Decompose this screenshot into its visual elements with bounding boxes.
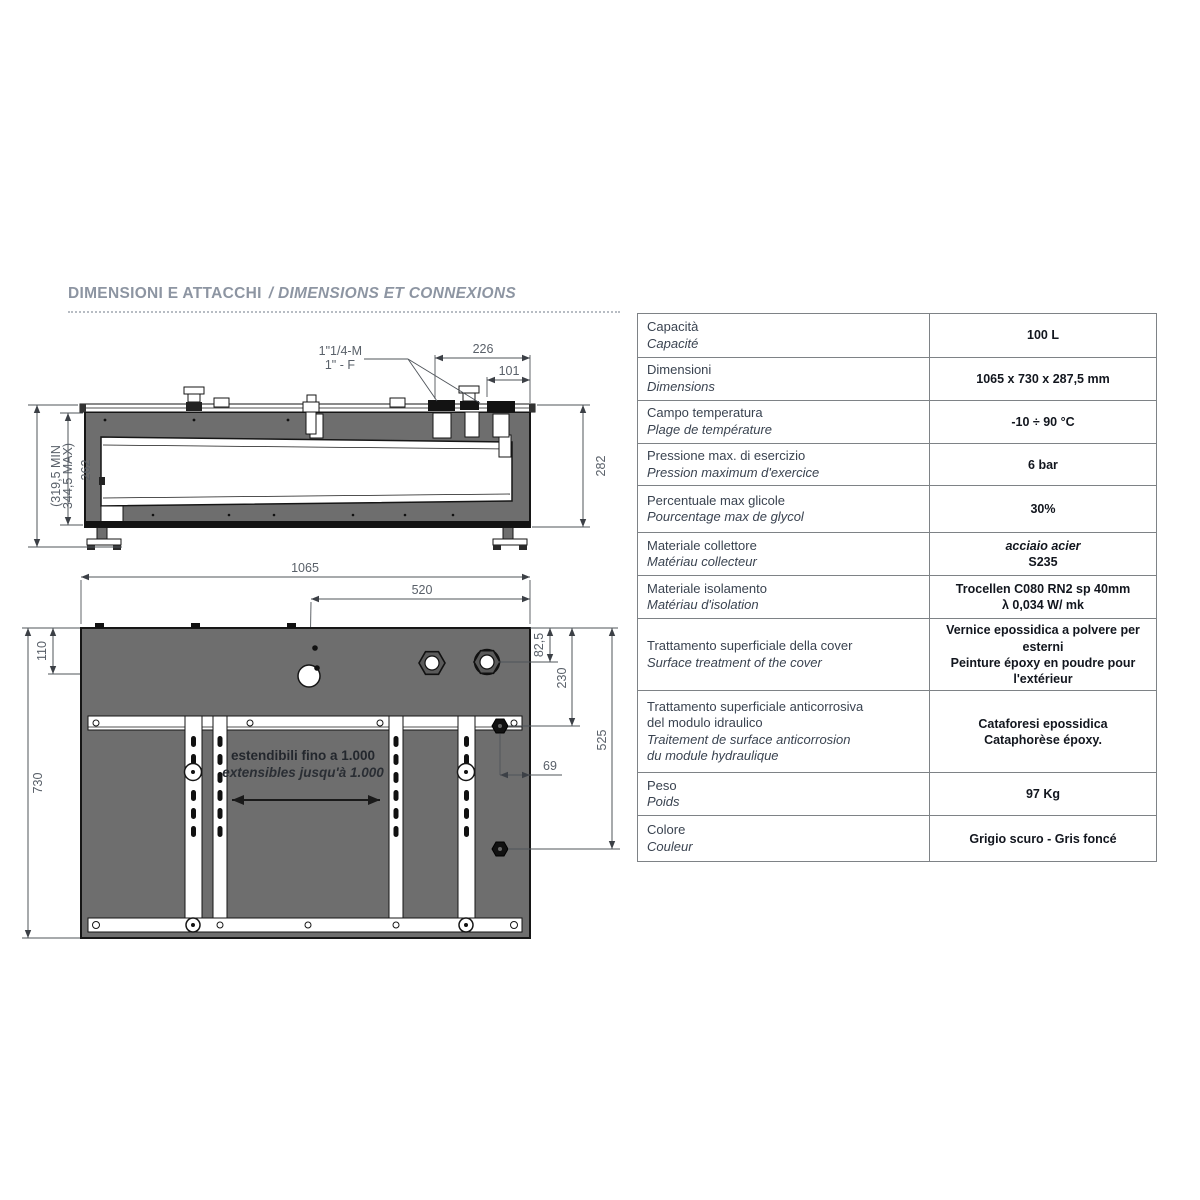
spec-label-line: Pressione max. di esercizio — [647, 448, 806, 463]
spec-label-line: Dimensioni — [647, 362, 712, 378]
spec-label-line: Poids — [647, 794, 680, 810]
panel-tab-right — [499, 435, 511, 457]
spec-label — [638, 533, 930, 575]
spec-row — [638, 486, 1156, 533]
spec-label — [638, 486, 930, 532]
hex-bolt-2 — [492, 842, 508, 856]
bottom-strip — [85, 521, 530, 527]
spec-row — [638, 576, 1156, 619]
spec-value-line: Trocellen C080 RN2 sp 40mm — [955, 582, 1131, 596]
spec-label-line: Surface treatment of the cover — [647, 654, 822, 670]
spec-value — [930, 444, 1156, 485]
spec-label — [638, 358, 930, 400]
spec-row — [638, 533, 1156, 576]
spec-value — [930, 691, 1156, 772]
connection-size-label-1: 1"1/4-M — [318, 344, 362, 358]
spec-row — [638, 358, 1156, 401]
spec-label-line: Capacità — [647, 318, 699, 334]
spec-label-line: Dimensions — [647, 379, 715, 394]
dim-label-1065: 1065 — [291, 561, 319, 575]
extensible-note-italian: estendibili fino a 1.000 — [230, 748, 376, 763]
spec-label — [638, 576, 930, 618]
spec-label-line: Matériau collecteur — [647, 554, 757, 570]
dimension-101 — [487, 364, 530, 397]
pilot-hole-1 — [312, 645, 318, 651]
hex-fitting-2 — [474, 650, 500, 675]
spec-row — [638, 444, 1156, 486]
fitting-small-1 — [214, 398, 229, 407]
spec-value-line: Vernice epossidica a polvere per esterni — [946, 623, 1140, 654]
spec-value — [930, 816, 1156, 861]
spec-label — [638, 619, 930, 690]
rail-vertical-3 — [389, 716, 403, 932]
spec-label-line: Campo temperatura — [647, 405, 763, 421]
dim-label-height-min: (319,5 MIN — [49, 445, 63, 507]
hex-fitting-1 — [419, 652, 445, 675]
spec-label-line: Pression maximum d'exercice — [647, 464, 820, 480]
spec-row — [638, 691, 1156, 773]
spec-value-line: Cataphorèse époxy. — [984, 732, 1102, 747]
collector-panel — [99, 437, 512, 506]
spec-row — [638, 314, 1156, 358]
spec-label-line: Percentuale max glicole — [647, 492, 786, 508]
dim-label-82-5: 82,5 — [532, 632, 546, 658]
dim-label-525: 525 — [595, 729, 609, 751]
rail-vertical-1 — [185, 716, 203, 932]
spec-value-line: l'extérieur — [1013, 672, 1073, 686]
spec-label-line: Materiale collettore — [647, 537, 757, 553]
spec-label-line: Trattamento superficiale della cover — [647, 638, 853, 654]
dimension-730 — [22, 628, 81, 938]
spec-value-line: Grigio scuro - Gris foncé — [969, 831, 1117, 846]
spec-row — [638, 773, 1156, 816]
dim-label-101: 101 — [498, 364, 520, 378]
spec-label-line: Traitement de surface anticorrosion — [647, 731, 851, 747]
foot-left — [87, 527, 121, 550]
dim-label-height-max: 344,5 MAX) — [61, 442, 75, 510]
spec-row — [638, 401, 1156, 444]
dim-label-69: 69 — [543, 759, 557, 773]
dimension-282 — [532, 405, 608, 527]
hex-bolt-1 — [492, 719, 508, 733]
spec-value — [930, 533, 1156, 575]
extensible-note-french: extensibles jusqu'à 1.000 — [222, 765, 384, 780]
spec-value-line: S235 — [1028, 555, 1058, 570]
fitting-small-2 — [390, 398, 405, 407]
rail-horizontal-bottom — [88, 918, 522, 932]
spec-value-line: 100 L — [1027, 328, 1059, 343]
spec-value — [930, 486, 1156, 532]
spec-value-line: Cataforesi epossidica — [978, 716, 1108, 731]
spec-table — [637, 313, 1157, 862]
section-title-italian: DIMENSIONI E ATTACCHI — [68, 285, 262, 302]
air-valve-left — [184, 387, 204, 411]
spec-value-line: 97 Kg — [1025, 787, 1061, 802]
spec-value — [930, 773, 1156, 815]
spec-label-line: Capacité — [647, 335, 699, 351]
rail-vertical-2 — [213, 716, 227, 932]
spec-label-line: Plage de température — [647, 422, 773, 437]
spec-value-line: -10 ÷ 90 °C — [1011, 414, 1075, 429]
spec-label — [638, 444, 930, 485]
dimension-1065 — [81, 561, 530, 624]
spec-value-line: 30% — [1030, 502, 1056, 517]
section-title-french: / DIMENSIONS ET CONNEXIONS — [268, 285, 516, 302]
spec-value-line: Peinture époxy en poudre pour — [950, 655, 1136, 670]
dim-label-110: 110 — [35, 641, 49, 661]
spec-label-line: Peso — [647, 777, 677, 793]
spec-label — [638, 314, 930, 357]
technical-drawing-top-view — [10, 558, 628, 963]
pilot-hole-2 — [314, 665, 320, 671]
spec-value-line: λ 0,034 W/ mk — [1002, 598, 1084, 613]
spec-label-line: Matériau d'isolation — [647, 597, 759, 613]
dim-label-282: 282 — [594, 455, 608, 477]
spec-value — [930, 576, 1156, 618]
spec-value-line: acciaio acier — [1005, 539, 1081, 553]
spec-label — [638, 691, 930, 772]
spec-label — [638, 401, 930, 443]
dim-label-520: 520 — [411, 583, 433, 597]
spec-label-line: Trattamento superficiale anticorrosiva — [647, 698, 864, 714]
dim-label-730: 730 — [31, 772, 45, 794]
spec-label — [638, 773, 930, 815]
rail-horizontal-top — [88, 716, 522, 730]
spec-value — [930, 358, 1156, 400]
spec-label — [638, 816, 930, 861]
spec-value — [930, 619, 1156, 690]
connection-size-label-2: 1" - F — [324, 358, 355, 372]
dim-label-226: 226 — [472, 342, 494, 356]
spec-row — [638, 816, 1156, 861]
spec-label-line: Couleur — [647, 838, 693, 854]
spec-label-line: Colore — [647, 822, 686, 838]
dim-label-262: 262 — [79, 459, 93, 481]
spec-value — [930, 401, 1156, 443]
spec-label-line: du module hydraulique — [647, 748, 779, 764]
dim-label-230: 230 — [555, 667, 569, 689]
spec-label-line: del modulo idraulico — [647, 715, 763, 731]
spec-label-line: Materiale isolamento — [647, 580, 767, 596]
connection-labels — [319, 344, 480, 403]
dotted-divider — [68, 311, 620, 313]
technical-drawing-side-view — [10, 325, 625, 565]
foot-right — [493, 527, 527, 550]
spec-value-line: 6 bar — [1028, 457, 1058, 472]
spec-value-line: 1065 x 730 x 287,5 mm — [976, 371, 1110, 386]
section-title — [68, 285, 516, 303]
spec-row — [638, 619, 1156, 691]
spec-label-line: Pourcentage max de glycol — [647, 509, 804, 525]
rail-vertical-4 — [458, 716, 476, 932]
spec-value — [930, 314, 1156, 357]
